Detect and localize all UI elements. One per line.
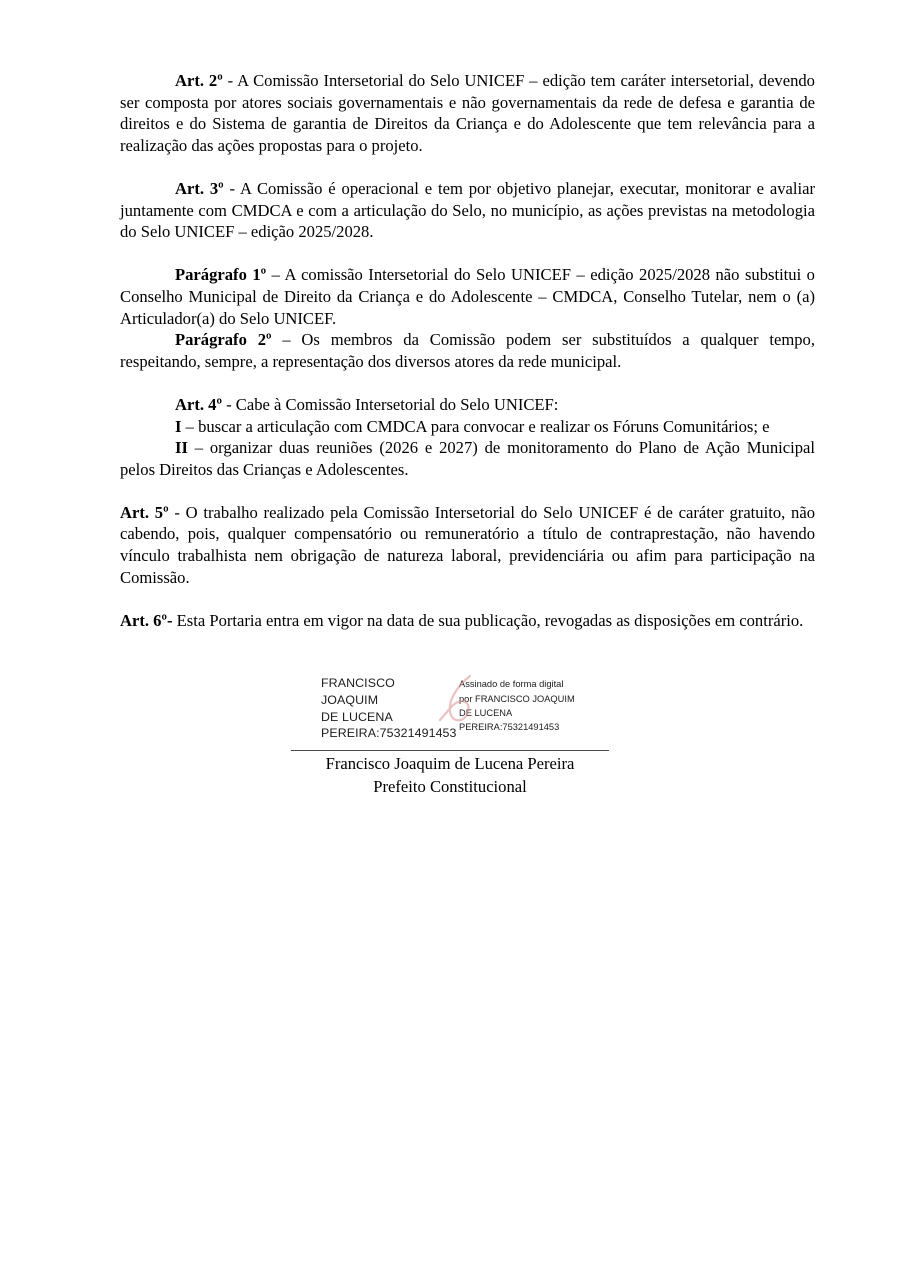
paragraph-art-3 — [120, 178, 815, 243]
cert-subject-line: FRANCISCO JOAQUIM — [321, 676, 395, 708]
digital-signature-block — [291, 669, 609, 797]
cert-subject-line: PEREIRA:75321491453 — [321, 726, 457, 741]
paragraph-par-2 — [120, 329, 815, 372]
signature-line — [291, 750, 609, 751]
article-5-text: - O trabalho realizado pela Comissão Intersetorial do Selo UNICEF é de caráter gratuito, não cabendo, pois, qualquer compensatório ou remuneratório a título de contraprestação, não havendo vínculo trabalhista nem obrigação de natureza laboral, previdenciária ou afim para participação na Comissão. — [120, 502, 815, 587]
cert-statement-text — [459, 675, 575, 741]
article-3-text: - A Comissão é operacional e tem por objetivo planejar, executar, monitorar e avaliar juntamente com CMDCA e com a articulação do Selo, no município, as ações previstas na metodologia do Selo UNICEF – edição 2025/2028. — [120, 178, 815, 242]
list-item-i — [120, 416, 815, 438]
paragraph-art-2 — [120, 70, 815, 156]
item-ii-text: – organizar duas reuniões (2026 e 2027) de monitoramento do Plano de Ação Municipal pelos Direitos das Crianças e Adolescentes. — [120, 438, 815, 479]
paragraph-art-4 — [120, 394, 815, 416]
paragraph-art-6 — [120, 610, 815, 632]
cert-statement-line: Assinado de forma digital — [459, 679, 564, 690]
article-6-label: Art. 6º- — [120, 610, 173, 630]
paragraph-2-text: – Os membros da Comissão podem ser substituídos a qualquer tempo, respeitando, sempre, a representação dos diversos atores da rede municipal. — [120, 330, 815, 371]
article-3-label: Art. 3º — [175, 178, 224, 198]
signer-name: Francisco Joaquim de Lucena Pereira — [325, 753, 575, 773]
list-item-ii — [120, 437, 815, 480]
document-body — [120, 70, 815, 798]
cert-statement-line: DE LUCENA — [459, 707, 513, 718]
item-i-text: – buscar a articulação com CMDCA para convocar e realizar os Fóruns Comunitários; e — [185, 416, 770, 436]
certificate-row — [291, 669, 609, 749]
article-2-text: - A Comissão Intersetorial do Selo UNICEF – edição tem caráter intersetorial, devendo ser composta por atores sociais governamentais e não governamentais da rede de defesa e garantia de direitos e do Sistema de garantia de Direitos da Criança e do Adolescente que tem relevância para a realização das ações propostas para o projeto. — [120, 71, 815, 155]
paragraph-1-label: Parágrafo 1º — [175, 265, 267, 285]
paragraph-1-text: – A comissão Intersetorial do Selo UNICEF – edição 2025/2028 não substitui o Conselho Municipal de Direito da Criança e do Adolescente – CMDCA, Conselho Tutelar, nem o (a) Articulador(a) do Selo UNICEF. — [120, 265, 815, 328]
paragraph-par-1 — [120, 264, 815, 329]
cert-statement-line: PEREIRA:75321491453 — [459, 722, 560, 733]
article-6-text: Esta Portaria entra em vigor na data de sua publicação, revogadas as disposições em contrário. — [176, 610, 804, 630]
item-ii-label: II — [175, 438, 188, 458]
cert-subject-line: DE LUCENA — [321, 709, 393, 724]
cert-statement-line: por FRANCISCO JOAQUIM — [459, 693, 575, 704]
paragraph-art-5 — [120, 502, 815, 588]
cert-subject-text — [321, 675, 457, 741]
item-i-label: I — [175, 416, 182, 436]
article-2-label: Art. 2º — [175, 71, 223, 90]
article-4-label: Art. 4º — [175, 394, 222, 414]
paragraph-2-label: Parágrafo 2º — [175, 330, 272, 350]
signer-title: Prefeito Constitucional — [373, 777, 527, 797]
article-5-label: Art. 5º — [120, 502, 169, 522]
article-4-text: - Cabe à Comissão Intersetorial do Selo UNICEF: — [226, 394, 559, 414]
